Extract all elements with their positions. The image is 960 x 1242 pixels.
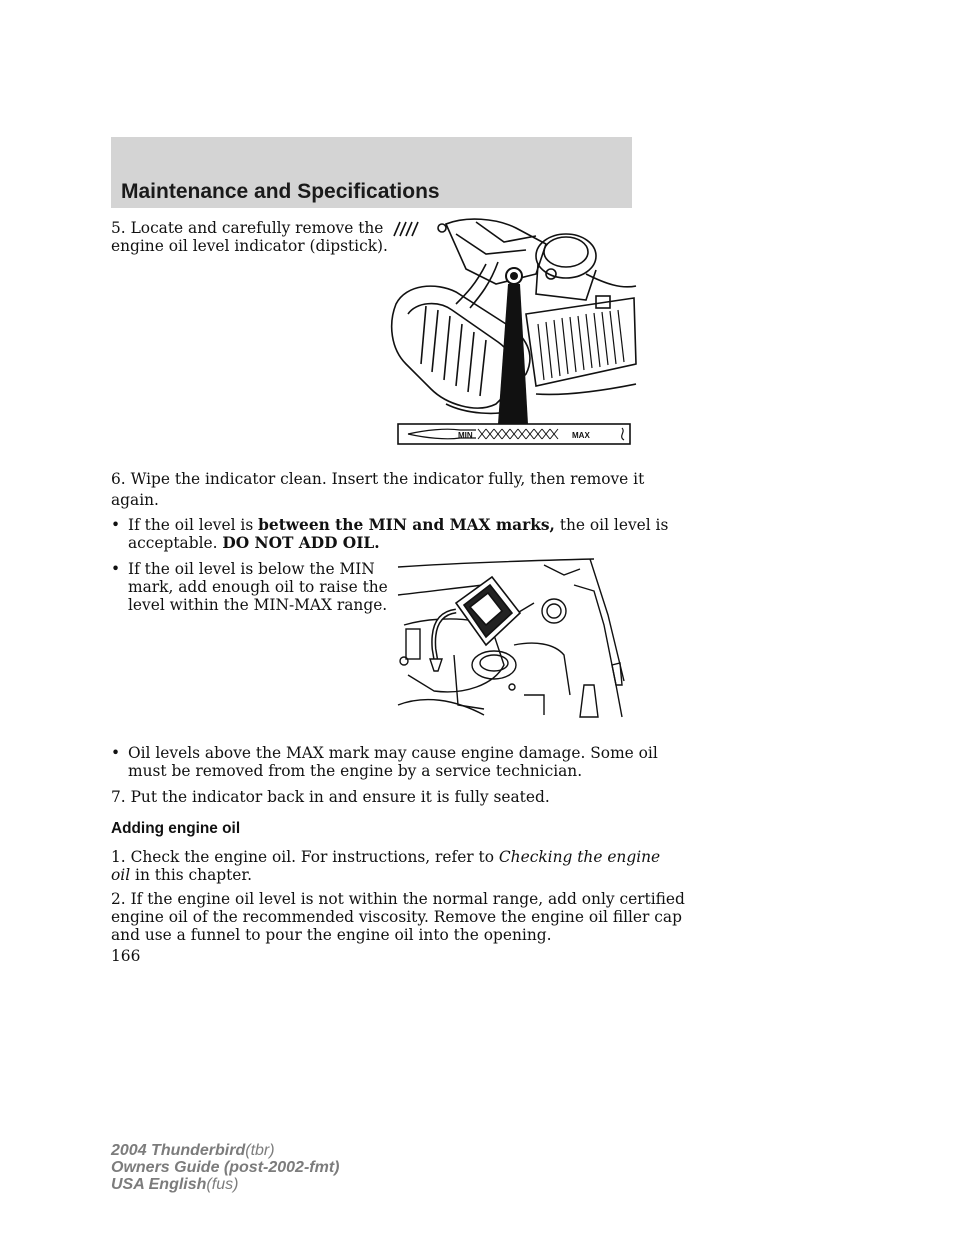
adding-step-2-text: 2. If the engine oil level is not within the normal range, add only certified engine oil of the recommended viscosity. Remove the engine oil filler cap and use a funnel to pour the engine oil into the opening.	[111, 890, 685, 944]
dipstick-illustration	[386, 214, 638, 450]
adding-engine-oil-heading: Adding engine oil	[111, 820, 241, 837]
adding-step-1-text: 1. Check the engine oil. For instructions, refer to Checking the engine oil in this chapter.	[111, 848, 661, 884]
bullet-marker: •	[111, 744, 121, 762]
bullet-1-text: If the oil level is between the MIN and MAX marks, the oil level is acceptable. DO NOT ADD OIL.	[128, 516, 669, 552]
step-6-text: 6. Wipe the indicator clean. Insert the indicator fully, then remove it again.	[111, 470, 645, 509]
step-7-text: 7. Put the indicator back in and ensure it is fully seated.	[111, 788, 550, 806]
bullet-marker: •	[111, 516, 121, 534]
bullet-2-text: If the oil level is below the MIN mark, add enough oil to raise the level within the MIN-MAX range.	[128, 560, 388, 614]
page-number: 166	[111, 947, 141, 965]
section-header	[111, 137, 632, 208]
section-title: Maintenance and Specifications	[121, 180, 440, 203]
step-5-text: 5. Locate and carefully remove the engine oil level indicator (dipstick).	[111, 219, 388, 255]
oil-fill-illustration	[394, 555, 630, 719]
document-footer: 2004 Thunderbird(tbr) Owners Guide (post-2002-fmt) USA English(fus)	[111, 1142, 340, 1193]
dipstick-min-label: MIN	[458, 431, 473, 440]
dipstick-max-label: MAX	[572, 431, 590, 440]
bullet-marker: •	[111, 560, 121, 578]
bullet-3-text: Oil levels above the MAX mark may cause engine damage. Some oil must be removed from the engine by a service technician.	[128, 744, 658, 780]
